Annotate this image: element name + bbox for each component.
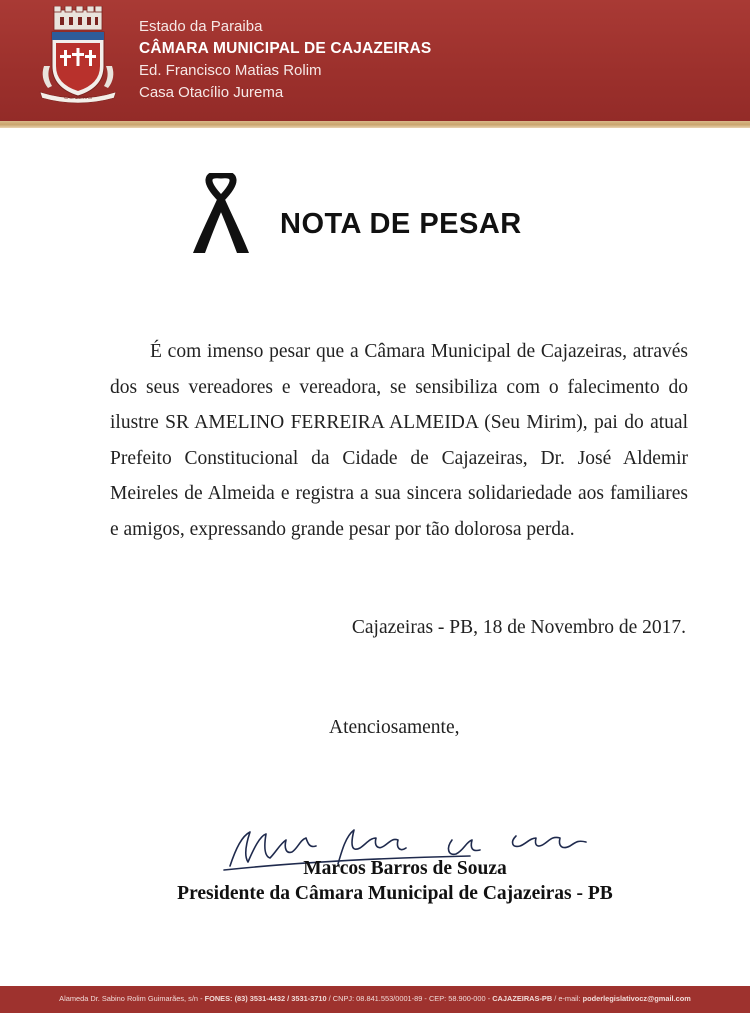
document-title: NOTA DE PESAR — [280, 208, 522, 240]
footer-email-label: e-mail: — [558, 994, 581, 1003]
footer-address: Alameda Dr. Sabino Rolim Guimarães, s/n — [59, 994, 198, 1003]
footer-phones-label: FONES: — [204, 994, 233, 1003]
house-name: Casa Otacílio Jurema — [139, 84, 284, 101]
footer-phones: (83) 3531-4432 / 3531-3710 — [234, 994, 327, 1003]
body-paragraph: É com imenso pesar que a Câmara Municipal de Cajazeiras, através dos seus vereadores e vereadora, se sensibiliza com o falecimento do ilustre SR AMELINO FERREIRA ALMEIDA (Seu Mirim), pai do atual Prefeito Constitucional da Cidade de Cajazeiras, Dr. José Aldemir Meireles de Almeida e registra a sua sincera solidariedade aos familiares e amigos, expressando grande pesar por tão dolorosa perda. — [110, 341, 688, 540]
signer-name: Marcos Barros de Souza — [303, 858, 507, 879]
signer-role: Presidente da Câmara Municipal de Cajazeiras - PB — [177, 883, 613, 904]
footer-cnpj: CNPJ: 08.841.553/0001-89 — [332, 994, 423, 1003]
crest-motto: CAJAZEIRAS — [64, 95, 92, 100]
mourning-ribbon-icon — [189, 173, 253, 257]
footer-city: CAJAZEIRAS-PB — [492, 994, 553, 1003]
building-name: Ed. Francisco Matias Rolim — [139, 62, 322, 79]
condolence-text — [110, 334, 688, 547]
footer-email: poderlegislativocz@gmail.com — [582, 994, 691, 1003]
footer-cep: CEP: 58.900-000 — [428, 994, 486, 1003]
letterhead-text — [139, 16, 431, 104]
closing-salutation: Atenciosamente, — [329, 717, 460, 738]
state-name: Estado da Paraiba — [139, 18, 263, 35]
letterhead — [0, 0, 750, 121]
letter-footer — [0, 986, 750, 1013]
institution-name: CÂMARA MUNICIPAL DE CAJAZEIRAS — [139, 40, 432, 57]
header-divider — [0, 121, 750, 128]
municipal-crest-icon — [38, 6, 118, 104]
footer-contact: Alameda Dr. Sabino Rolim Guimarães, s/n - FONES: (83) 3531-4432 / 3531-3710 / CNPJ: 08.841.553/0001-89 - CEP: 58.900-000 - CAJAZEIRAS-PB / e-mail: poderlegislativocz@gmail.com — [59, 994, 691, 1003]
place-date: Cajazeiras - PB, 18 de Novembro de 2017. — [351, 617, 686, 638]
